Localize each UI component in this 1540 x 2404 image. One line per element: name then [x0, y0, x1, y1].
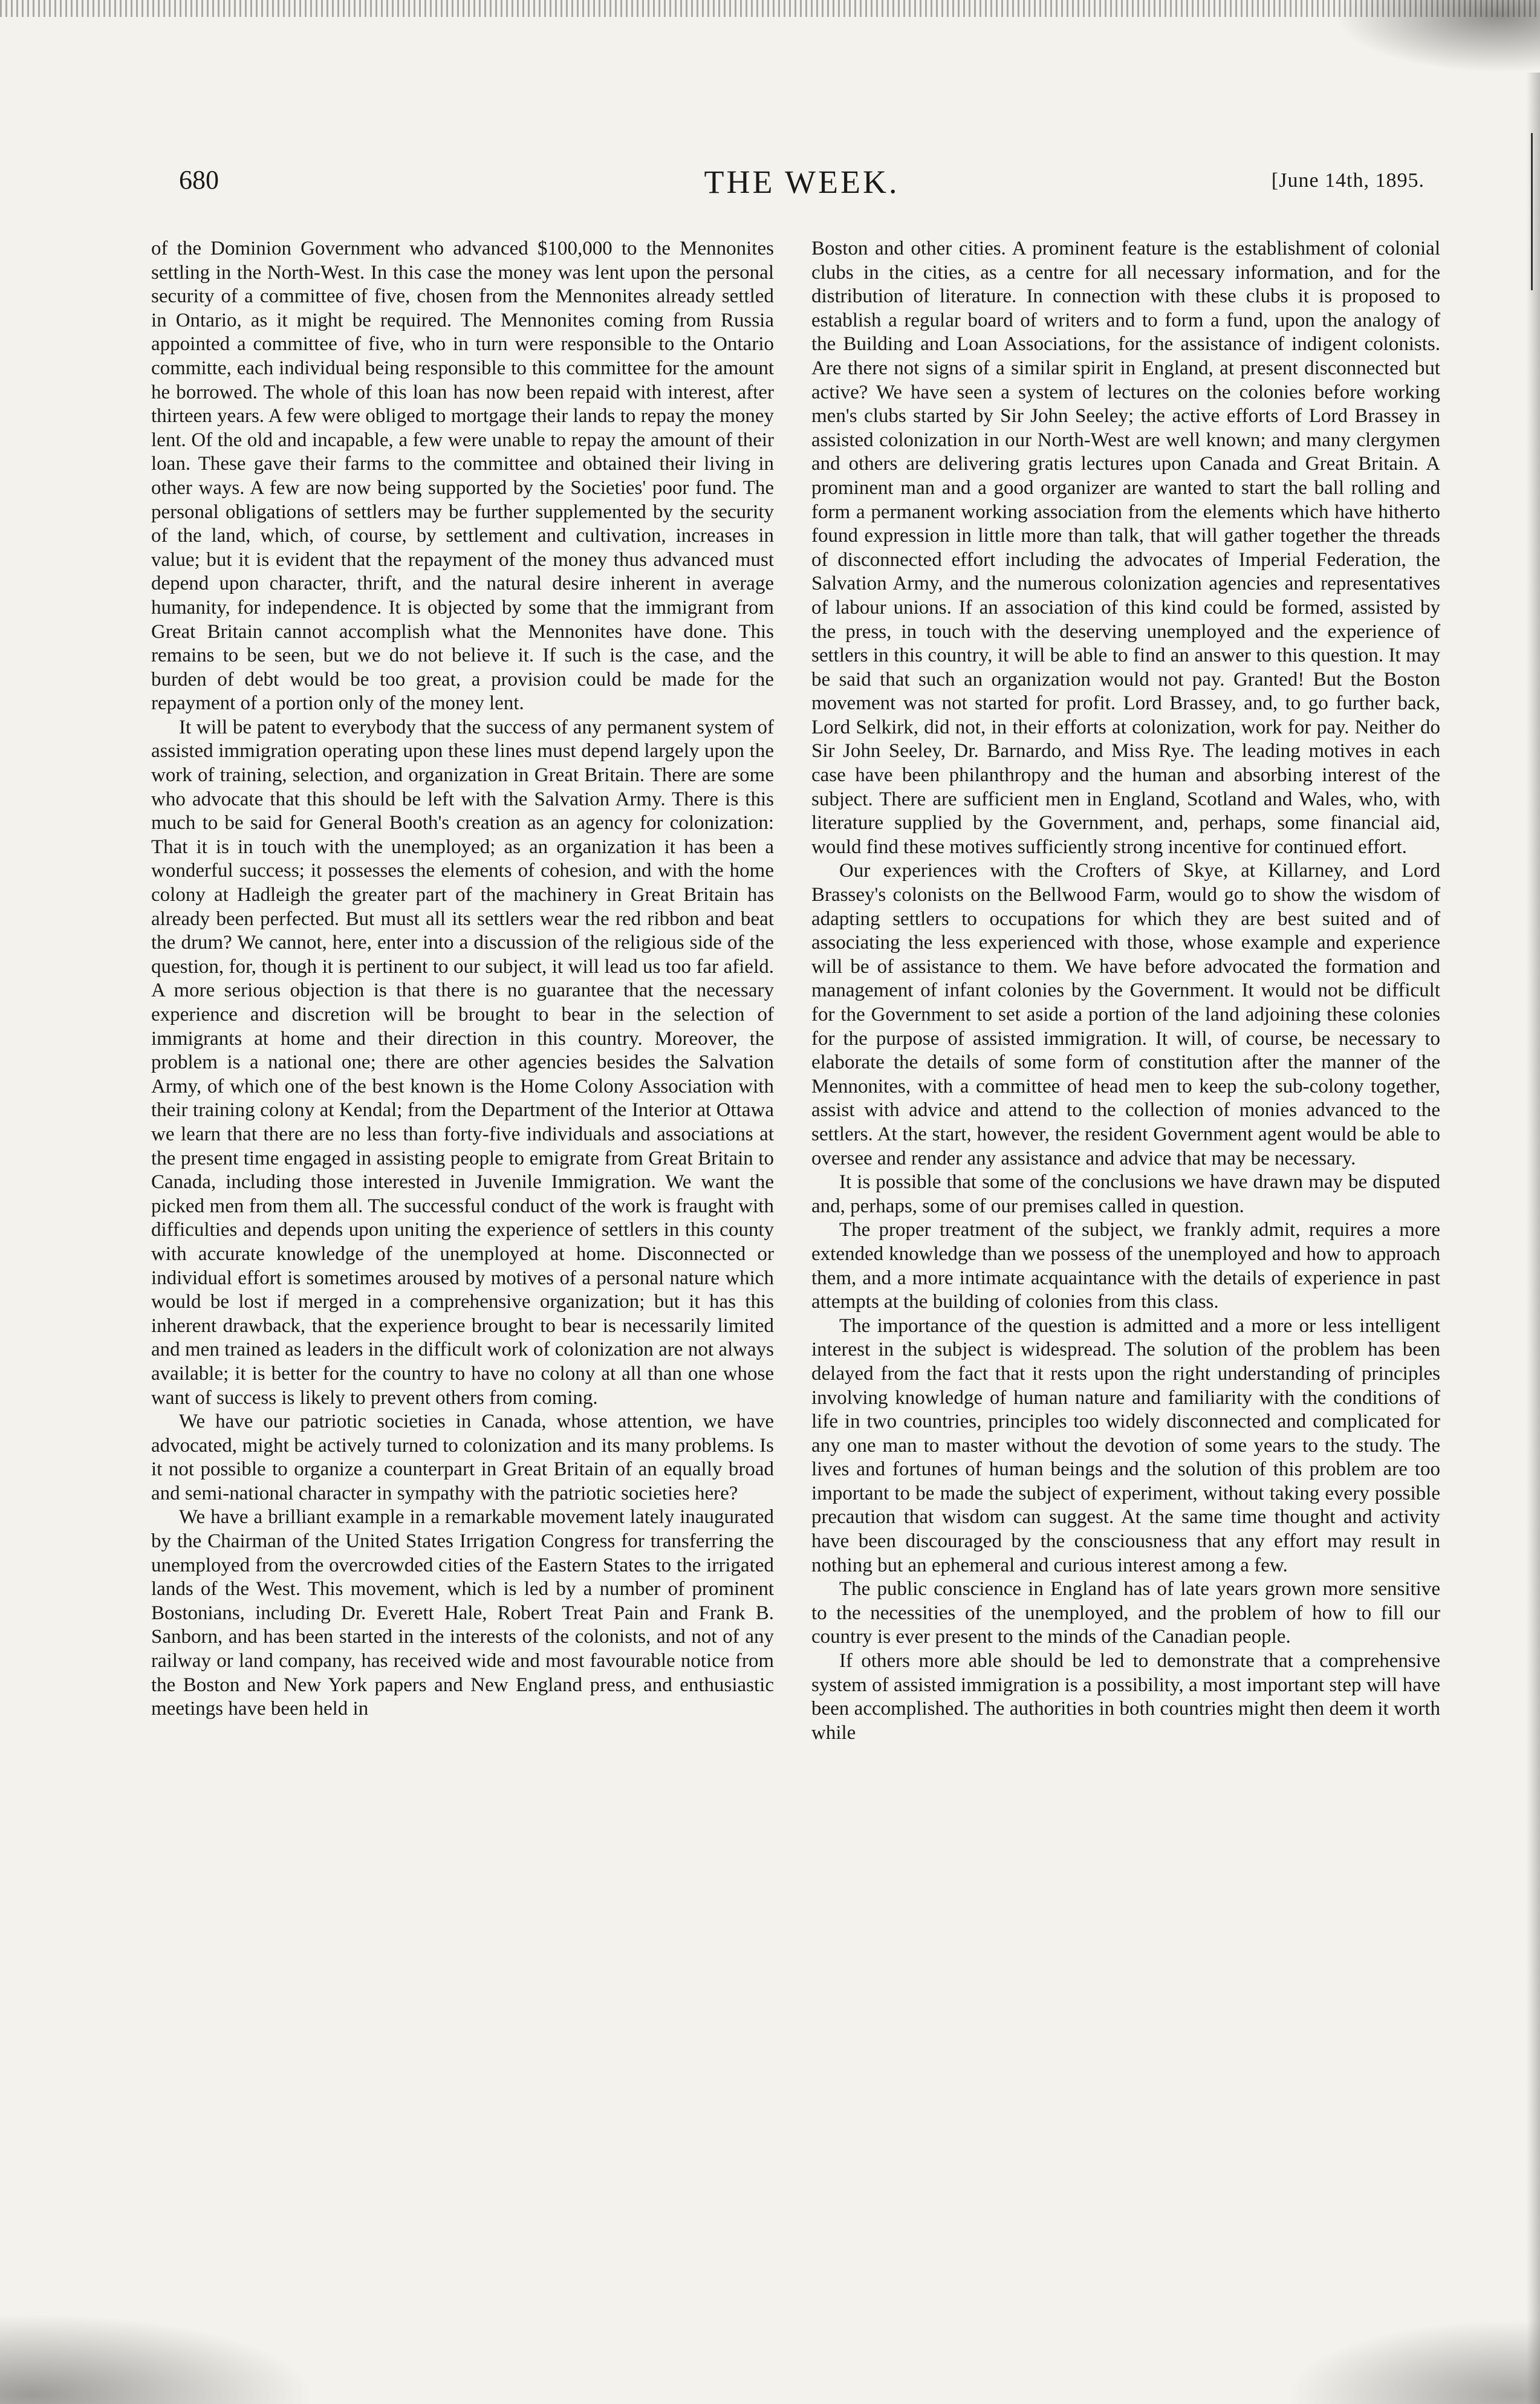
page-header	[179, 163, 1425, 212]
issue-date: [June 14th, 1895.	[1271, 169, 1425, 192]
scan-shadow-bottom-right	[1286, 2319, 1540, 2404]
scan-edge-right	[1527, 73, 1540, 2404]
paragraph: The public conscience in England has of late years grown more sensitive to the necessities of the unemployed, and the problem of how to fill our country is ever present to the minds of the Canadian people.	[811, 1578, 1440, 1648]
paragraph: Our experiences with the Crofters of Skye, at Killarney, and Lord Brassey's colonists on the Bellwood Farm, would go to show the wisdom of adapting settlers to occupations for which they are best suited and of associating the less experienced with those, whose example and experience will be of assistance to them. We have before advocated the formation and management of infant colonies by the Government. It would not be difficult for the Government to set aside a portion of the land adjoining these colonies for the purpose of assisted immigration. It will, of course, be necessary to elaborate the details of some form of constitution after the manner of the Mennonites, with a committee of head men to keep the sub-colony together, assist with advice and attend to the collection of monies advanced to the settlers. At the start, however, the resident Government agent would be able to oversee and render any assistance and advice that may be necessary.	[811, 860, 1440, 1169]
paragraph: The proper treatment of the subject, we frankly admit, requires a more extended knowledge than we possess of the unemployed and how to approach them, and a more intimate acquaintance with the details of experience in past attempts at the building of colonies from this class.	[811, 1219, 1440, 1313]
paragraph: It is possible that some of the conclusions we have drawn may be disputed and, perhaps, some of our premises called in question.	[811, 1171, 1440, 1217]
journal-title: THE WEEK.	[704, 164, 900, 200]
paragraph: The importance of the question is admitted and a more or less intelligent interest in the subject is widespread. The solution of the problem has been delayed from the fact that it rests upon the right understanding of principles involving knowledge of human nature and familiarity with the conditions of life in two countries, principles too widely disconnected and complicated for any one man to master without the devotion of some years to the study. The lives and fortunes of human beings and the solution of this problem are too important to be made the subject of experiment, without taking every possible precaution that wisdom can suggest. At the same time thought and activity have been discouraged by the consciousness that any effort may result in nothing but an ephemeral and curious interest among a few.	[811, 1314, 1440, 1576]
paragraph: Boston and other cities. A prominent feature is the establishment of colonial clubs in the cities, as a centre for all necessary information, and for the distribution of literature. In connection with these clubs it is proposed to establish a regular board of writers and to form a fund, upon the analogy of the Building and Loan Associations, for the assistance of indigent colonists. Are there not signs of a similar spirit in England, at present disconnected but active? We have seen a system of lectures on the colonies before working men's clubs started by Sir John Seeley; the active efforts of Lord Brassey in assisted colonization in our North-West are well known; and many clergymen and others are delivering gratis lectures upon Canada and Great Britain. A prominent man and a good organizer are wanted to start the ball rolling and form a permanent working association from the elements which have hitherto found expression in little more than talk, that will gather together the threads of disconnected effort including the advocates of Imperial Federation, the Salvation Army, and the numerous colonization agencies and representatives of labour unions. If an association of this kind could be formed, assisted by the press, in touch with the deserving unemployed and the experience of settlers in this country, it will be able to find an answer to this question. It may be said that such an organization would not pay. Granted! But the Boston movement was not started for profit. Lord Brassey, and, to go further back, Lord Selkirk, did not, in their efforts at colonization, work for pay. Neither do Sir John Seeley, Dr. Barnardo, and Miss Rye. The leading motives in each case have been philanthropy and the human and absorbing interest of the subject. There are sufficient men in England, Scotland and Wales, who, with literature supplied by the Government, and, perhaps, some financial aid, would find these motives sufficiently strong incentive for continued effort.	[811, 238, 1440, 858]
scan-shadow-top-right	[1334, 0, 1540, 73]
scan-mark-right	[1531, 133, 1533, 290]
right-column	[811, 237, 1440, 1745]
paragraph: It will be patent to everybody that the success of any permanent system of assisted immigration operating upon these lines must depend largely upon the work of training, selection, and organization in Great Britain. There are some who advocate that this should be left with the Salvation Army. There is this much to be said for General Booth's creation as an agency for colonization: That it is in touch with the unemployed; as an organization it has been a wonderful success; it possesses the elements of cohesion, and with the home colony at Hadleigh the greater part of the machinery in Great Britain has already been perfected. But must all its settlers wear the red ribbon and beat the drum? We cannot, here, enter into a discussion of the religious side of the question, for, though it is pertinent to our subject, it will lead us too far afield. A more serious objection is that there is no guarantee that the necessary experience and discretion will be brought to bear in the selection of immigrants at home and their direction in this country. Moreover, the problem is a national one; there are other agencies besides the Salvation Army, of which one of the best known is the Home Colony Association with their training colony at Kendal; from the Department of the Interior at Ottawa we learn that there are no less than forty-five individuals and associations at the present time engaged in assisting people to emigrate from Great Britain to Canada, including those interested in Juvenile Immigration. We want the picked men from them all. The successful conduct of the work is fraught with difficulties and depends upon uniting the experience of settlers in this county with accurate knowledge of the unemployed at home. Disconnected or individual effort is sometimes aroused by motives of a personal nature which would be lost if merged in a comprehensive organization; but it has this inherent drawback, that the experience brought to bear is necessarily limited and men trained as leaders in the difficult work of colonization are not always available; it is better for the country to have no colony at all than one whose want of success is likely to prevent others from coming.	[151, 716, 774, 1409]
page-number: 680	[179, 165, 219, 195]
paragraph: We have our patriotic societies in Canada, whose attention, we have advocated, might be actively turned to colonization and its many problems. Is it not possible to organize a counterpart in Great Britain of an equally broad and semi-national character in sympathy with the patriotic societies here?	[151, 1411, 774, 1504]
paragraph: If others more able should be led to demonstrate that a comprehensive system of assisted immigration is a possibility, a most important step will have been accomplished. The authorities in both countries might then deem it worth while	[811, 1650, 1440, 1744]
scan-shadow-bottom-left	[0, 2313, 314, 2404]
scan-edge-top	[0, 0, 1540, 17]
paragraph: We have a brilliant example in a remarkable movement lately inaugurated by the Chairman of the United States Irrigation Congress for transferring the unemployed from the overcrowded cities of the Eastern States to the irrigated lands of the West. This movement, which is led by a number of prominent Bostonians, including Dr. Everett Hale, Robert Treat Pain and Frank B. Sanborn, and has been started in the interests of the colonists, and not of any railway or land company, has received wide and most favourable notice from the Boston and New York papers and New England press, and enthusiastic meetings have been held in	[151, 1506, 774, 1720]
left-column	[151, 237, 774, 1721]
paragraph: of the Dominion Government who advanced $100,000 to the Mennonites settling in the North-West. In this case the money was lent upon the personal security of a committee of five, chosen from the Mennonites already settled in Ontario, as it might be required. The Mennonites coming from Russia appointed a committee of five, who in turn were responsible to the Ontario committe, each individual being responsible to this committee for the amount he borrowed. The whole of this loan has now been repaid with interest, after thirteen years. A few were obliged to mortgage their lands to repay the money lent. Of the old and incapable, a few were unable to repay the amount of their loan. These gave their farms to the committee and obtained their living in other ways. A few are now being supported by the Societies' poor fund. The personal obligations of settlers may be further supplemented by the security of the land, which, of course, by settlement and cultivation, increases in value; but it is evident that the repayment of the money thus advanced must depend upon character, thrift, and the natural desire inherent in average humanity, for independence. It is objected by some that the immigrant from Great Britain cannot accomplish what the Mennonites have done. This remains to be seen, but we do not believe it. If such is the case, and the burden of debt would be too great, a provision could be made for the repayment of a portion only of the money lent.	[151, 238, 774, 715]
